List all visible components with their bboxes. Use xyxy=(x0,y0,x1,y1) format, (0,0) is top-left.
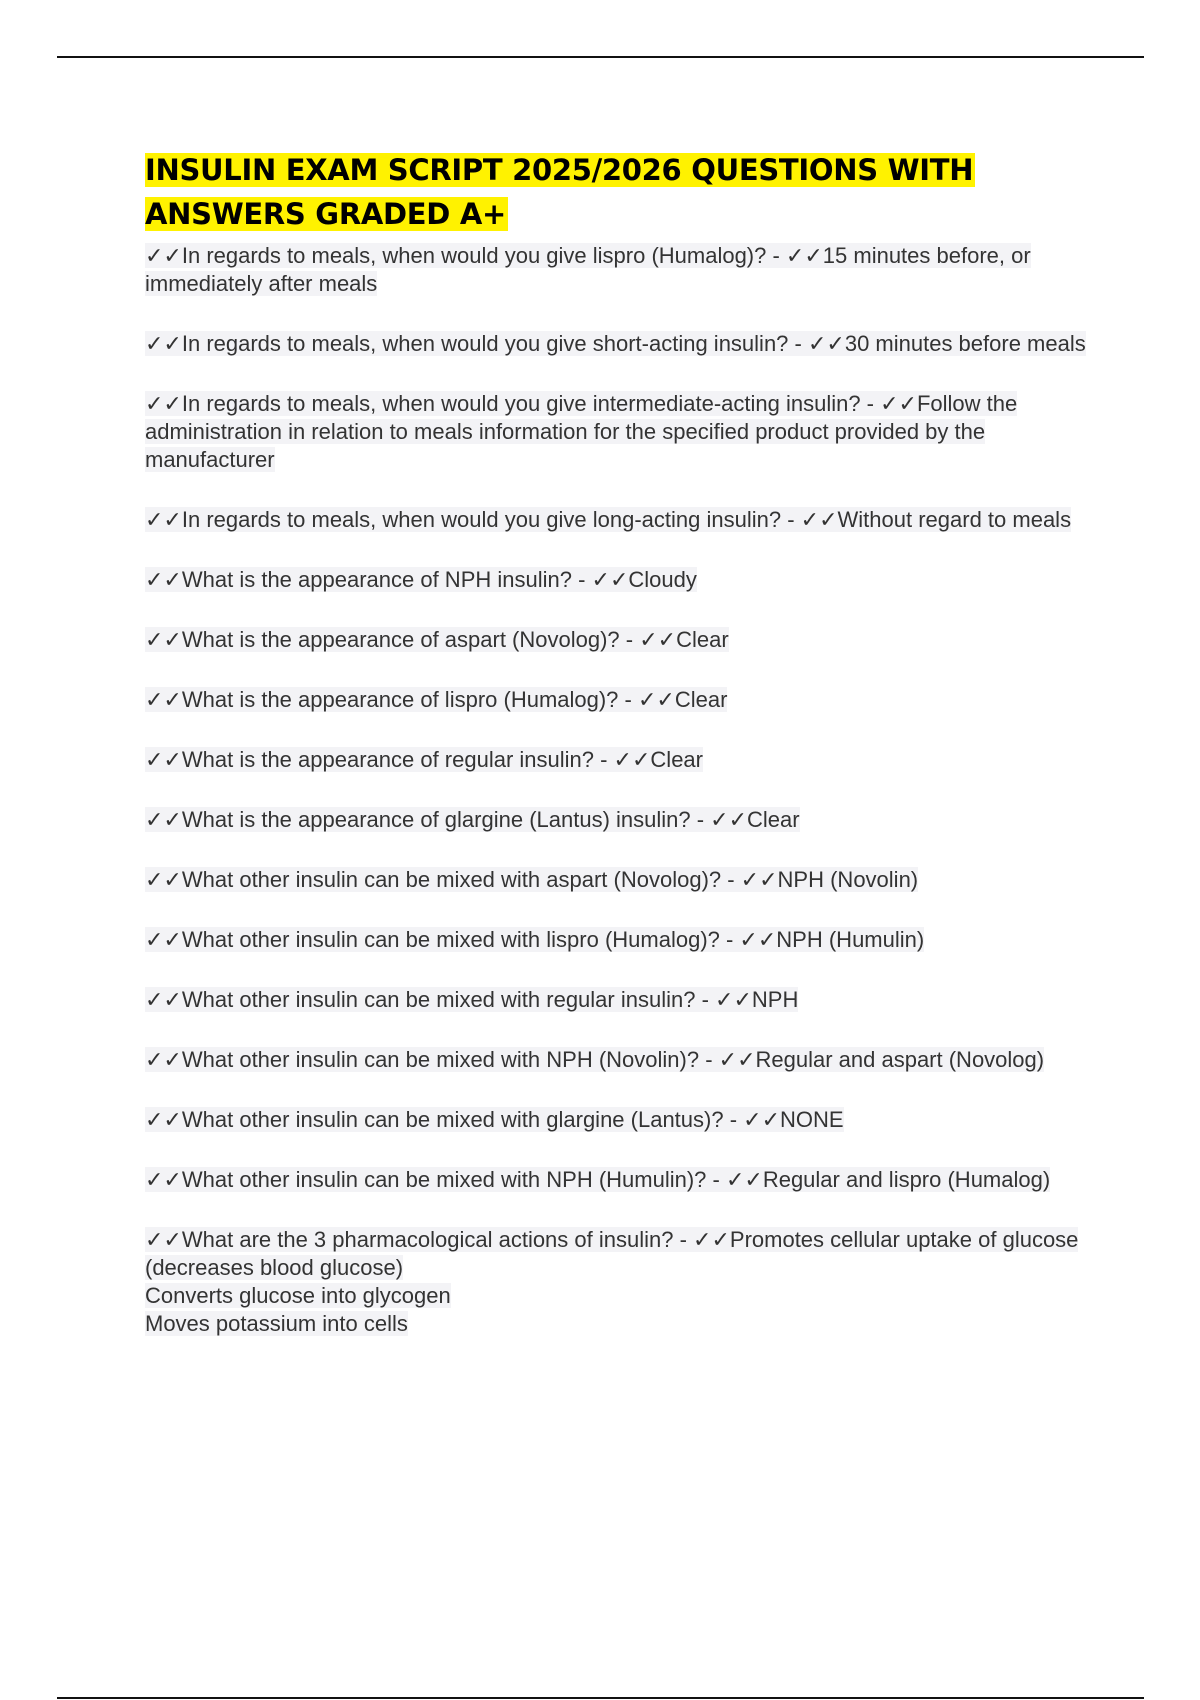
qa-text: ✓✓What is the appearance of NPH insulin? - ✓✓Cloudy xyxy=(145,567,697,592)
qa-text: ✓✓What other insulin can be mixed with NPH (Humulin)? - ✓✓Regular and lispro (Humalog) xyxy=(145,1167,1051,1192)
qa-item xyxy=(145,866,1095,894)
qa-list xyxy=(145,242,1095,1338)
top-rule xyxy=(57,56,1144,58)
qa-item xyxy=(145,746,1095,774)
qa-text: ✓✓What are the 3 pharmacological actions of insulin? - ✓✓Promotes cellular uptake of glucose (decreases blood glucose) xyxy=(145,1227,1079,1280)
qa-text: ✓✓What is the appearance of glargine (Lantus) insulin? - ✓✓Clear xyxy=(145,807,800,832)
qa-item xyxy=(145,1166,1095,1194)
qa-text: ✓✓What is the appearance of aspart (Novolog)? - ✓✓Clear xyxy=(145,627,729,652)
qa-item xyxy=(145,390,1095,474)
qa-text: ✓✓What other insulin can be mixed with lispro (Humalog)? - ✓✓NPH (Humulin) xyxy=(145,927,925,952)
qa-text: ✓✓What other insulin can be mixed with NPH (Novolin)? - ✓✓Regular and aspart (Novolog) xyxy=(145,1047,1045,1072)
title-highlight: INSULIN EXAM SCRIPT 2025/2026 QUESTIONS WITH ANSWERS GRADED A+ xyxy=(145,153,974,231)
qa-item xyxy=(145,242,1095,298)
qa-text: ✓✓What is the appearance of regular insulin? - ✓✓Clear xyxy=(145,747,703,772)
qa-answer-line xyxy=(145,1282,1095,1310)
qa-item xyxy=(145,1106,1095,1134)
qa-item xyxy=(145,806,1095,834)
qa-item xyxy=(145,986,1095,1014)
qa-item xyxy=(145,566,1095,594)
qa-item xyxy=(145,506,1095,534)
qa-answer-line-text: Moves potassium into cells xyxy=(145,1311,408,1336)
qa-text: ✓✓What other insulin can be mixed with regular insulin? - ✓✓NPH xyxy=(145,987,799,1012)
document-title xyxy=(145,148,1095,236)
document-body xyxy=(145,148,1095,1370)
qa-answer-line-text: Converts glucose into glycogen xyxy=(145,1283,451,1308)
qa-item xyxy=(145,1226,1095,1338)
qa-item xyxy=(145,330,1095,358)
qa-item xyxy=(145,926,1095,954)
qa-text: ✓✓In regards to meals, when would you give lispro (Humalog)? - ✓✓15 minutes before, or immediately after meals xyxy=(145,243,1031,296)
qa-text: ✓✓In regards to meals, when would you give long-acting insulin? - ✓✓Without regard to meals xyxy=(145,507,1072,532)
qa-text: ✓✓What other insulin can be mixed with glargine (Lantus)? - ✓✓NONE xyxy=(145,1107,844,1132)
qa-text: ✓✓In regards to meals, when would you give intermediate-acting insulin? - ✓✓Follow the administration in relation to meals information for the specified product provided by the manufacturer xyxy=(145,391,1018,472)
qa-text: ✓✓What other insulin can be mixed with aspart (Novolog)? - ✓✓NPH (Novolin) xyxy=(145,867,919,892)
qa-item xyxy=(145,686,1095,714)
qa-item xyxy=(145,1046,1095,1074)
qa-item xyxy=(145,626,1095,654)
qa-text: ✓✓What is the appearance of lispro (Humalog)? - ✓✓Clear xyxy=(145,687,728,712)
bottom-rule xyxy=(57,1697,1144,1699)
qa-text: ✓✓In regards to meals, when would you give short-acting insulin? - ✓✓30 minutes before meals xyxy=(145,331,1086,356)
qa-answer-line xyxy=(145,1310,1095,1338)
